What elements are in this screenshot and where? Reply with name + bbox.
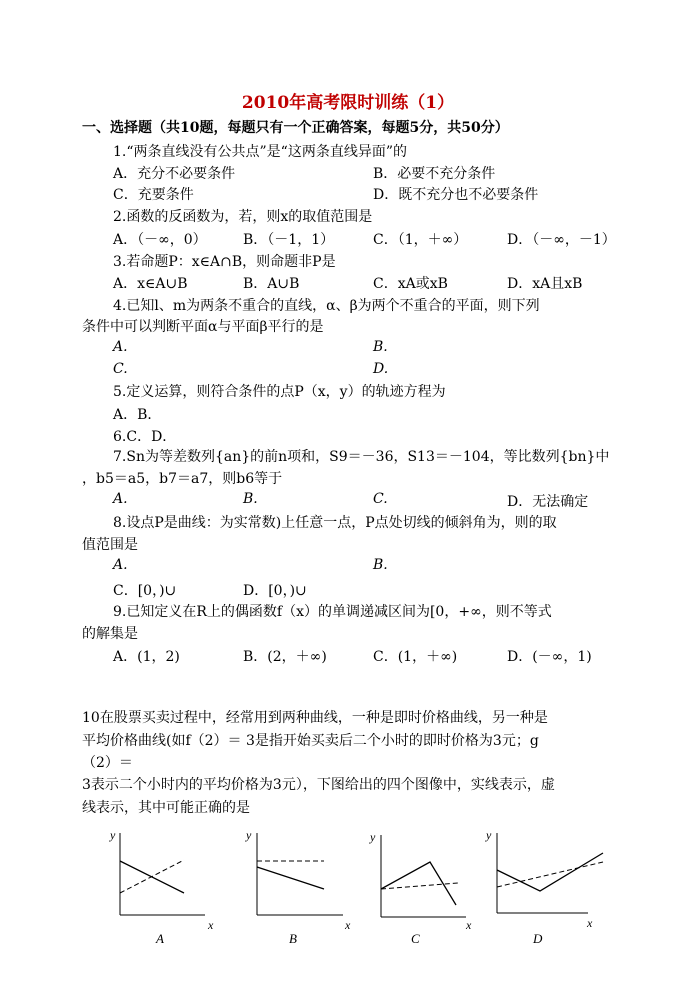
q2-stem: 2.函数的反函数为，若，则x的取值范围是 xyxy=(113,209,373,225)
q3-option-a: A．x∈A∪B xyxy=(113,276,188,292)
q2-option-c: C．（1，＋∞） xyxy=(373,232,468,248)
graph-c-y-label: y xyxy=(370,830,376,844)
section-heading: 一、选择题（共10题，每题只有一个正确答案，每题5分，共50分） xyxy=(82,120,509,136)
price-curves-figure xyxy=(100,825,620,950)
q10-line4: 3表示二个小时内的平均价格为3元），下图给出的四个图像中，实线表示，虚 xyxy=(82,777,555,793)
graph-a-x-label: x xyxy=(208,918,214,932)
q2-option-a: A．（－∞，0） xyxy=(113,232,207,248)
graph-b-x-label: x xyxy=(345,918,351,932)
graph-d-solid-curve xyxy=(497,853,603,891)
q2-option-d: D．（－∞，－1） xyxy=(507,232,616,248)
graph-b xyxy=(245,828,351,946)
graph-d xyxy=(485,828,603,946)
q8-option-a: A. xyxy=(113,557,128,573)
q7-option-c: C. xyxy=(373,491,388,507)
q7-option-a: A. xyxy=(113,491,128,507)
graph-a-caption: A xyxy=(156,931,164,946)
q1-option-c: C．充要条件 xyxy=(113,187,194,203)
q6-options-cd: 6.C．D． xyxy=(113,429,177,445)
q1-option-a: A．充分不必要条件 xyxy=(113,166,236,182)
q7-option-d: D．无法确定 xyxy=(507,494,589,510)
q7-option-b: B. xyxy=(243,491,258,507)
graph-d-dashed-curve xyxy=(497,862,603,887)
q4-option-d: D. xyxy=(373,361,389,377)
page-title: 2010年高考限时训练（1） xyxy=(241,93,455,113)
q7-stem-line1: 7.Sn为等差数列{an}的前n项和，S9＝－36，S13＝－104，等比数列{bn}中 xyxy=(113,449,610,465)
q8-stem-line1: 8.设点P是曲线：为实常数)上任意一点，P点处切线的倾斜角为，则的取 xyxy=(113,515,557,531)
q10-line3: （2）＝ xyxy=(82,755,133,771)
graph-a xyxy=(109,828,214,946)
graph-a-y-label: y xyxy=(110,828,116,842)
q9-option-b: B．(2，＋∞) xyxy=(243,649,327,665)
q3-option-b: B．A∪B xyxy=(243,276,300,292)
q8-option-d: D．[0，)∪ xyxy=(243,583,307,599)
graph-c-caption: C xyxy=(411,931,420,946)
graph-b-y-label: y xyxy=(246,828,252,842)
q9-option-a: A．(1，2) xyxy=(113,649,180,665)
q1-option-d: D．既不充分也不必要条件 xyxy=(373,187,539,203)
q9-stem-line2: 的解集是 xyxy=(82,626,138,642)
graph-b-caption: B xyxy=(289,931,297,946)
q8-stem-line2: 值范围是 xyxy=(82,537,138,553)
q8-option-c: C．[0，)∪ xyxy=(113,583,177,599)
q7-stem-line2: ，b5＝a5，b7＝a7，则b6等于 xyxy=(82,471,283,487)
graph-b-solid-curve xyxy=(257,867,324,889)
q1-stem: 1.“两条直线没有公共点”是“这两条直线异面”的 xyxy=(113,144,407,160)
q10-line1: 10在股票买卖过程中，经常用到两种曲线，一种是即时价格曲线，另一种是 xyxy=(82,710,548,726)
q8-option-b: B. xyxy=(373,557,388,573)
q3-option-c: C．xA或xB xyxy=(373,276,448,292)
q4-stem-line1: 4.已知l、m为两条不重合的直线，α、β为两个不重合的平面，则下列 xyxy=(113,298,540,314)
q9-option-d: D．(－∞，1) xyxy=(507,649,592,665)
q2-option-b: B．（－1，1） xyxy=(243,232,335,248)
q3-option-d: D．xA且xB xyxy=(507,276,583,292)
q4-option-c: C. xyxy=(113,361,128,377)
q3-stem: 3.若命题P：x∈A∩B，则命题非P是 xyxy=(113,254,336,270)
graph-c-x-label: x xyxy=(466,918,472,932)
graph-c xyxy=(369,830,472,946)
graph-c-solid-curve xyxy=(381,862,456,905)
q10-line2: 平均价格曲线(如f（2）＝ 3是指开始买卖后二个小时的即时价格为3元；g xyxy=(82,733,539,749)
q5-stem: 5.定义运算，则符合条件的点P（x，y）的轨迹方程为 xyxy=(113,384,446,400)
graph-d-x-label: x xyxy=(587,916,593,930)
q5-options-ab: A．B． xyxy=(113,407,162,423)
q9-stem-line1: 9.已知定义在R上的偶函数f（x）的单调递减区间为[0，+∞，则不等式 xyxy=(113,604,552,620)
q9-option-c: C．(1，＋∞) xyxy=(373,649,458,665)
q4-option-a: A. xyxy=(113,339,128,355)
graph-d-caption: D xyxy=(533,931,543,946)
q4-option-b: B. xyxy=(373,339,388,355)
q4-stem-line2: 条件中可以判断平面α与平面β平行的是 xyxy=(82,319,324,335)
graph-d-y-label: y xyxy=(486,828,492,842)
q1-option-b: B．必要不充分条件 xyxy=(373,166,496,182)
q10-line5: 线表示，其中可能正确的是 xyxy=(82,800,250,816)
